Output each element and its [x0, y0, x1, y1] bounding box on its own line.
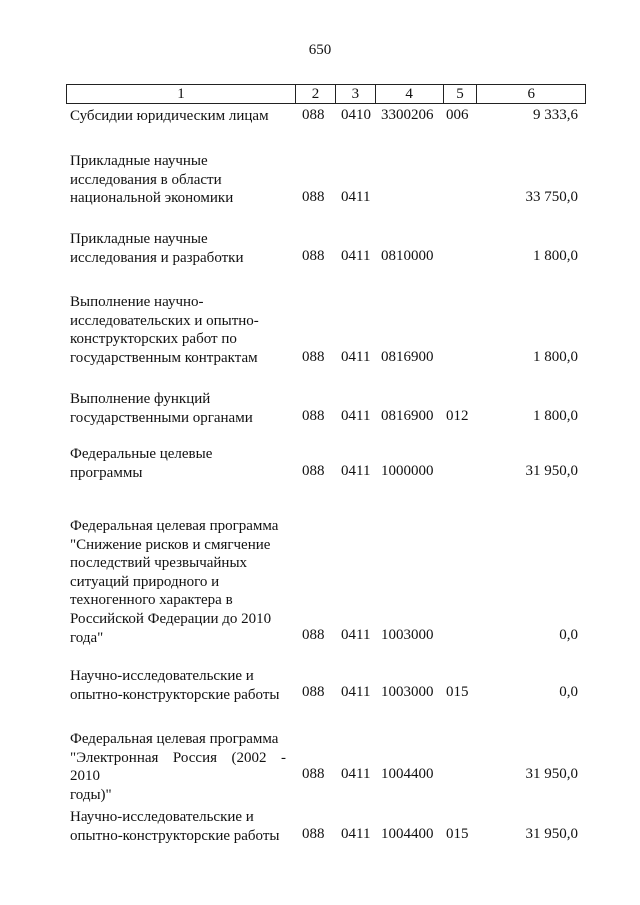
row-col2: 088	[302, 189, 325, 205]
row-col4: 0810000	[381, 248, 434, 264]
row-name: Прикладные научные исследования и разработки	[70, 231, 244, 266]
row-col4: 0816900	[381, 408, 434, 424]
row-col4: 1003000	[381, 627, 434, 643]
column-header-6: 6	[527, 86, 535, 102]
row-name: Федеральная целевая программа "Электронная Россия (2002 - 2010 годы)"	[70, 731, 286, 803]
column-header-5: 5	[444, 85, 478, 103]
row-col6: 1 800,0	[533, 408, 578, 424]
row-col5: 015	[446, 826, 469, 842]
row-col6: 1 800,0	[533, 349, 578, 365]
row-col2: 088	[302, 766, 325, 782]
row-name: Научно-исследовательские и опытно-конструкторские работы	[70, 809, 280, 844]
row-col3: 0411	[341, 463, 371, 479]
row-col3: 0411	[341, 627, 371, 643]
row-col4: 1000000	[381, 463, 434, 479]
row-col6: 31 950,0	[525, 826, 578, 842]
row-col6: 9 333,6	[533, 107, 578, 123]
row-col3: 0411	[341, 248, 371, 264]
row-col2: 088	[302, 408, 325, 424]
row-col2: 088	[302, 248, 325, 264]
row-col3: 0411	[341, 684, 371, 700]
row-col6: 31 950,0	[525, 766, 578, 782]
row-col4: 1003000	[381, 684, 434, 700]
row-col4: 1004400	[381, 766, 434, 782]
row-name: Федеральные целевые программы	[70, 446, 213, 481]
row-col2: 088	[302, 826, 325, 842]
column-header-3: 3	[336, 85, 376, 103]
row-col2: 088	[302, 684, 325, 700]
row-col2: 088	[302, 463, 325, 479]
row-col4: 1004400	[381, 826, 434, 842]
row-col4: 3300206	[381, 107, 434, 123]
column-header-1: 1	[67, 85, 296, 103]
row-col3: 0411	[341, 826, 371, 842]
column-header-2: 2	[296, 85, 336, 103]
row-col6: 33 750,0	[525, 189, 578, 205]
row-col6: 31 950,0	[525, 463, 578, 479]
row-col5: 015	[446, 684, 469, 700]
row-name: Прикладные научные исследования в области национальной экономики	[70, 153, 234, 207]
row-col4: 0816900	[381, 349, 434, 365]
row-col3: 0411	[341, 349, 371, 365]
row-col5: 006	[446, 107, 469, 123]
row-col2: 088	[302, 627, 325, 643]
column-header-row	[66, 84, 586, 104]
row-name: Научно-исследовательские и опытно-конструкторские работы	[70, 668, 280, 703]
row-col2: 088	[302, 349, 325, 365]
row-col6: 0,0	[559, 684, 578, 700]
row-col6: 1 800,0	[533, 248, 578, 264]
row-col5: 012	[446, 408, 469, 424]
row-col3: 0410	[341, 107, 371, 123]
row-name: Выполнение функций государственными органами	[70, 391, 253, 426]
row-col3: 0411	[341, 189, 371, 205]
column-header-4: 4	[376, 85, 444, 103]
row-name: Выполнение научно- исследовательских и опытно- конструкторских работ по государственным контрактам	[70, 294, 259, 366]
page-number: 650	[308, 42, 332, 58]
row-col6: 0,0	[559, 627, 578, 643]
row-col2: 088	[302, 107, 325, 123]
row-col3: 0411	[341, 408, 371, 424]
row-name: Федеральная целевая программа "Снижение рисков и смягчение последствий чрезвычайных ситуаций природного и техногенного характера в Российской Федерации до 2010 года"	[70, 518, 279, 646]
row-name: Субсидии юридическим лицам	[70, 108, 269, 124]
row-col3: 0411	[341, 766, 371, 782]
